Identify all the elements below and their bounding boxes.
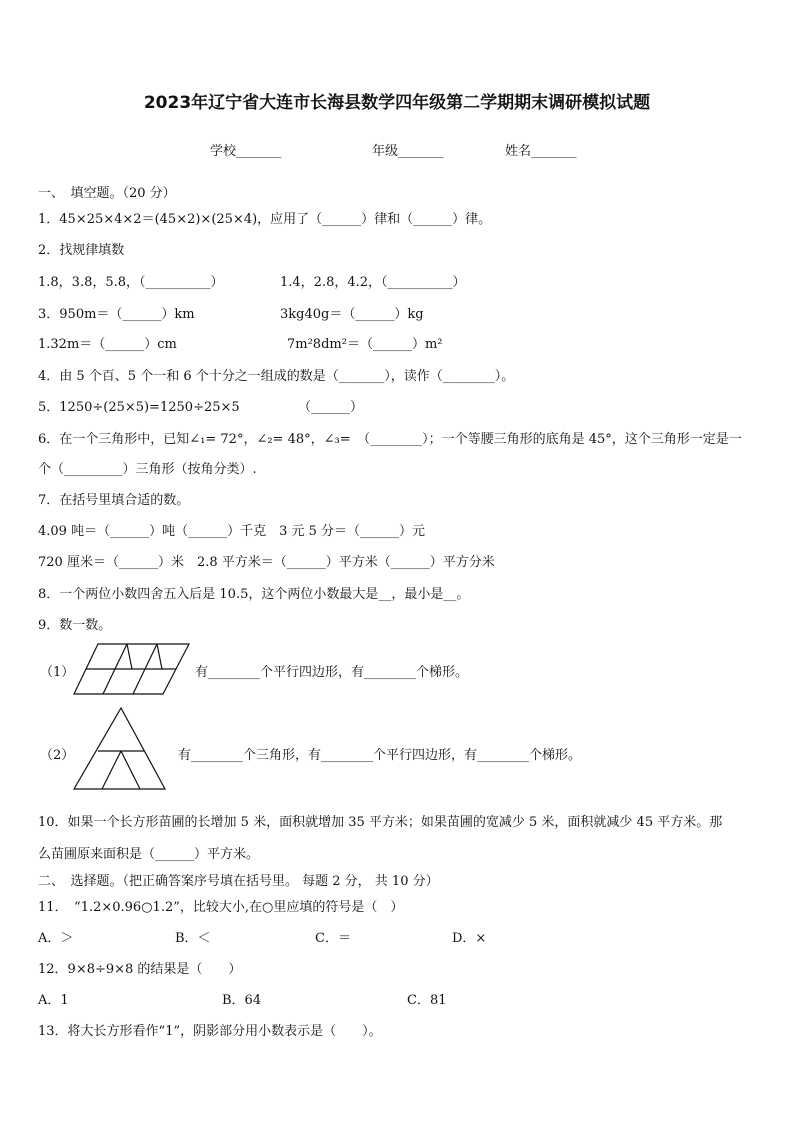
question-9-part-1-text: 有________个平行四边形，有________个梯形。 <box>195 665 469 680</box>
question-8: 8．一个两位小数四舍五入后是 10.5，这个两位小数最大是__，最小是__。 <box>38 587 470 602</box>
school-field[interactable]: 学校_______ <box>210 144 282 159</box>
question-7-b: 720 厘米＝（______）米 2.8 平方米＝（______）平方米（______）平方分米 <box>38 555 495 570</box>
question-11-option-b[interactable]: B．＜ <box>175 931 211 946</box>
question-3-c: 1.32m＝（______）cm <box>38 337 177 352</box>
question-11-option-d[interactable]: D．× <box>452 931 487 946</box>
question-11-option-c[interactable]: C．＝ <box>315 931 351 946</box>
question-10-line-2: 么苗圃原来面积是（______）平方米。 <box>38 847 260 862</box>
question-10-line-1: 10．如果一个长方形苗圃的长增加 5 米，面积就增加 35 平方米；如果苗圃的宽减少 5 米，面积就减少 45 平方米。那 <box>38 815 723 830</box>
question-13: 13．将大长方形看作“1”，阴影部分用小数表示是（ ）。 <box>38 1024 382 1039</box>
question-3-b: 3kg40g＝（______）kg <box>280 307 424 322</box>
question-12-option-c[interactable]: C．81 <box>407 993 447 1008</box>
question-6-line-2: 个（_________）三角形（按角分类）. <box>38 462 257 477</box>
question-9-part-2-text: 有________个三角形，有________个平行四边形，有________个梯形。 <box>178 748 582 763</box>
question-9-part-1-label: （1） <box>40 665 75 680</box>
question-3-d: 7m²8dm²＝（______）m² <box>287 337 443 352</box>
section-1-heading: 一、 填空题。（20 分） <box>38 186 176 201</box>
triangle-figure <box>72 706 168 792</box>
question-11: 11． “1.2×0.96○1.2”，比较大小,在○里应填的符号是（ ） <box>38 900 404 915</box>
question-4: 4．由 5 个百、5 个一和 6 个十分之一组成的数是（_______），读作（________）。 <box>38 369 515 384</box>
question-11-option-a[interactable]: A．＞ <box>38 931 74 946</box>
question-3-a: 3．950m＝（______）km <box>38 307 195 322</box>
question-12: 12．9×8÷9×8 的结果是（ ） <box>38 962 242 977</box>
question-7: 7．在括号里填合适的数。 <box>38 493 190 508</box>
question-1: 1．45×25×4×2＝(45×2)×(25×4)，应用了（______）律和（______）律。 <box>38 212 492 227</box>
question-12-option-b[interactable]: B．64 <box>222 993 262 1008</box>
question-9: 9．数一数。 <box>38 618 112 633</box>
question-9-part-2-label: （2） <box>40 748 75 763</box>
question-2: 2．找规律填数 <box>38 243 125 258</box>
parallelogram-figure <box>72 642 192 696</box>
question-6-line-1: 6．在一个三角形中，已知∠₁= 72°，∠₂= 48°，∠₃= （________）；一个等腰三角形的底角是 45°，这个三角形一定是一 <box>38 432 742 447</box>
section-2-heading: 二、 选择题。（把正确答案序号填在括号里。 每题 2 分， 共 10 分） <box>38 874 439 889</box>
question-12-option-a[interactable]: A．1 <box>38 993 69 1008</box>
name-field[interactable]: 姓名_______ <box>505 144 577 159</box>
question-2-sequence-a: 1.8，3.8，5.8，（__________） <box>38 275 224 290</box>
page-title: 2023年辽宁省大连市长海县数学四年级第二学期期末调研模拟试题 <box>143 93 651 113</box>
question-2-sequence-b: 1.4，2.8，4.2，（__________） <box>280 275 466 290</box>
grade-field[interactable]: 年级_______ <box>372 144 444 159</box>
question-5: 5．1250÷(25×5)=1250÷25×5 <box>38 400 240 415</box>
question-7-a: 4.09 吨＝（______）吨（______）千克 3 元 5 分＝（______）元 <box>38 524 426 539</box>
question-5-answer-blank[interactable]: （______） <box>298 400 364 415</box>
